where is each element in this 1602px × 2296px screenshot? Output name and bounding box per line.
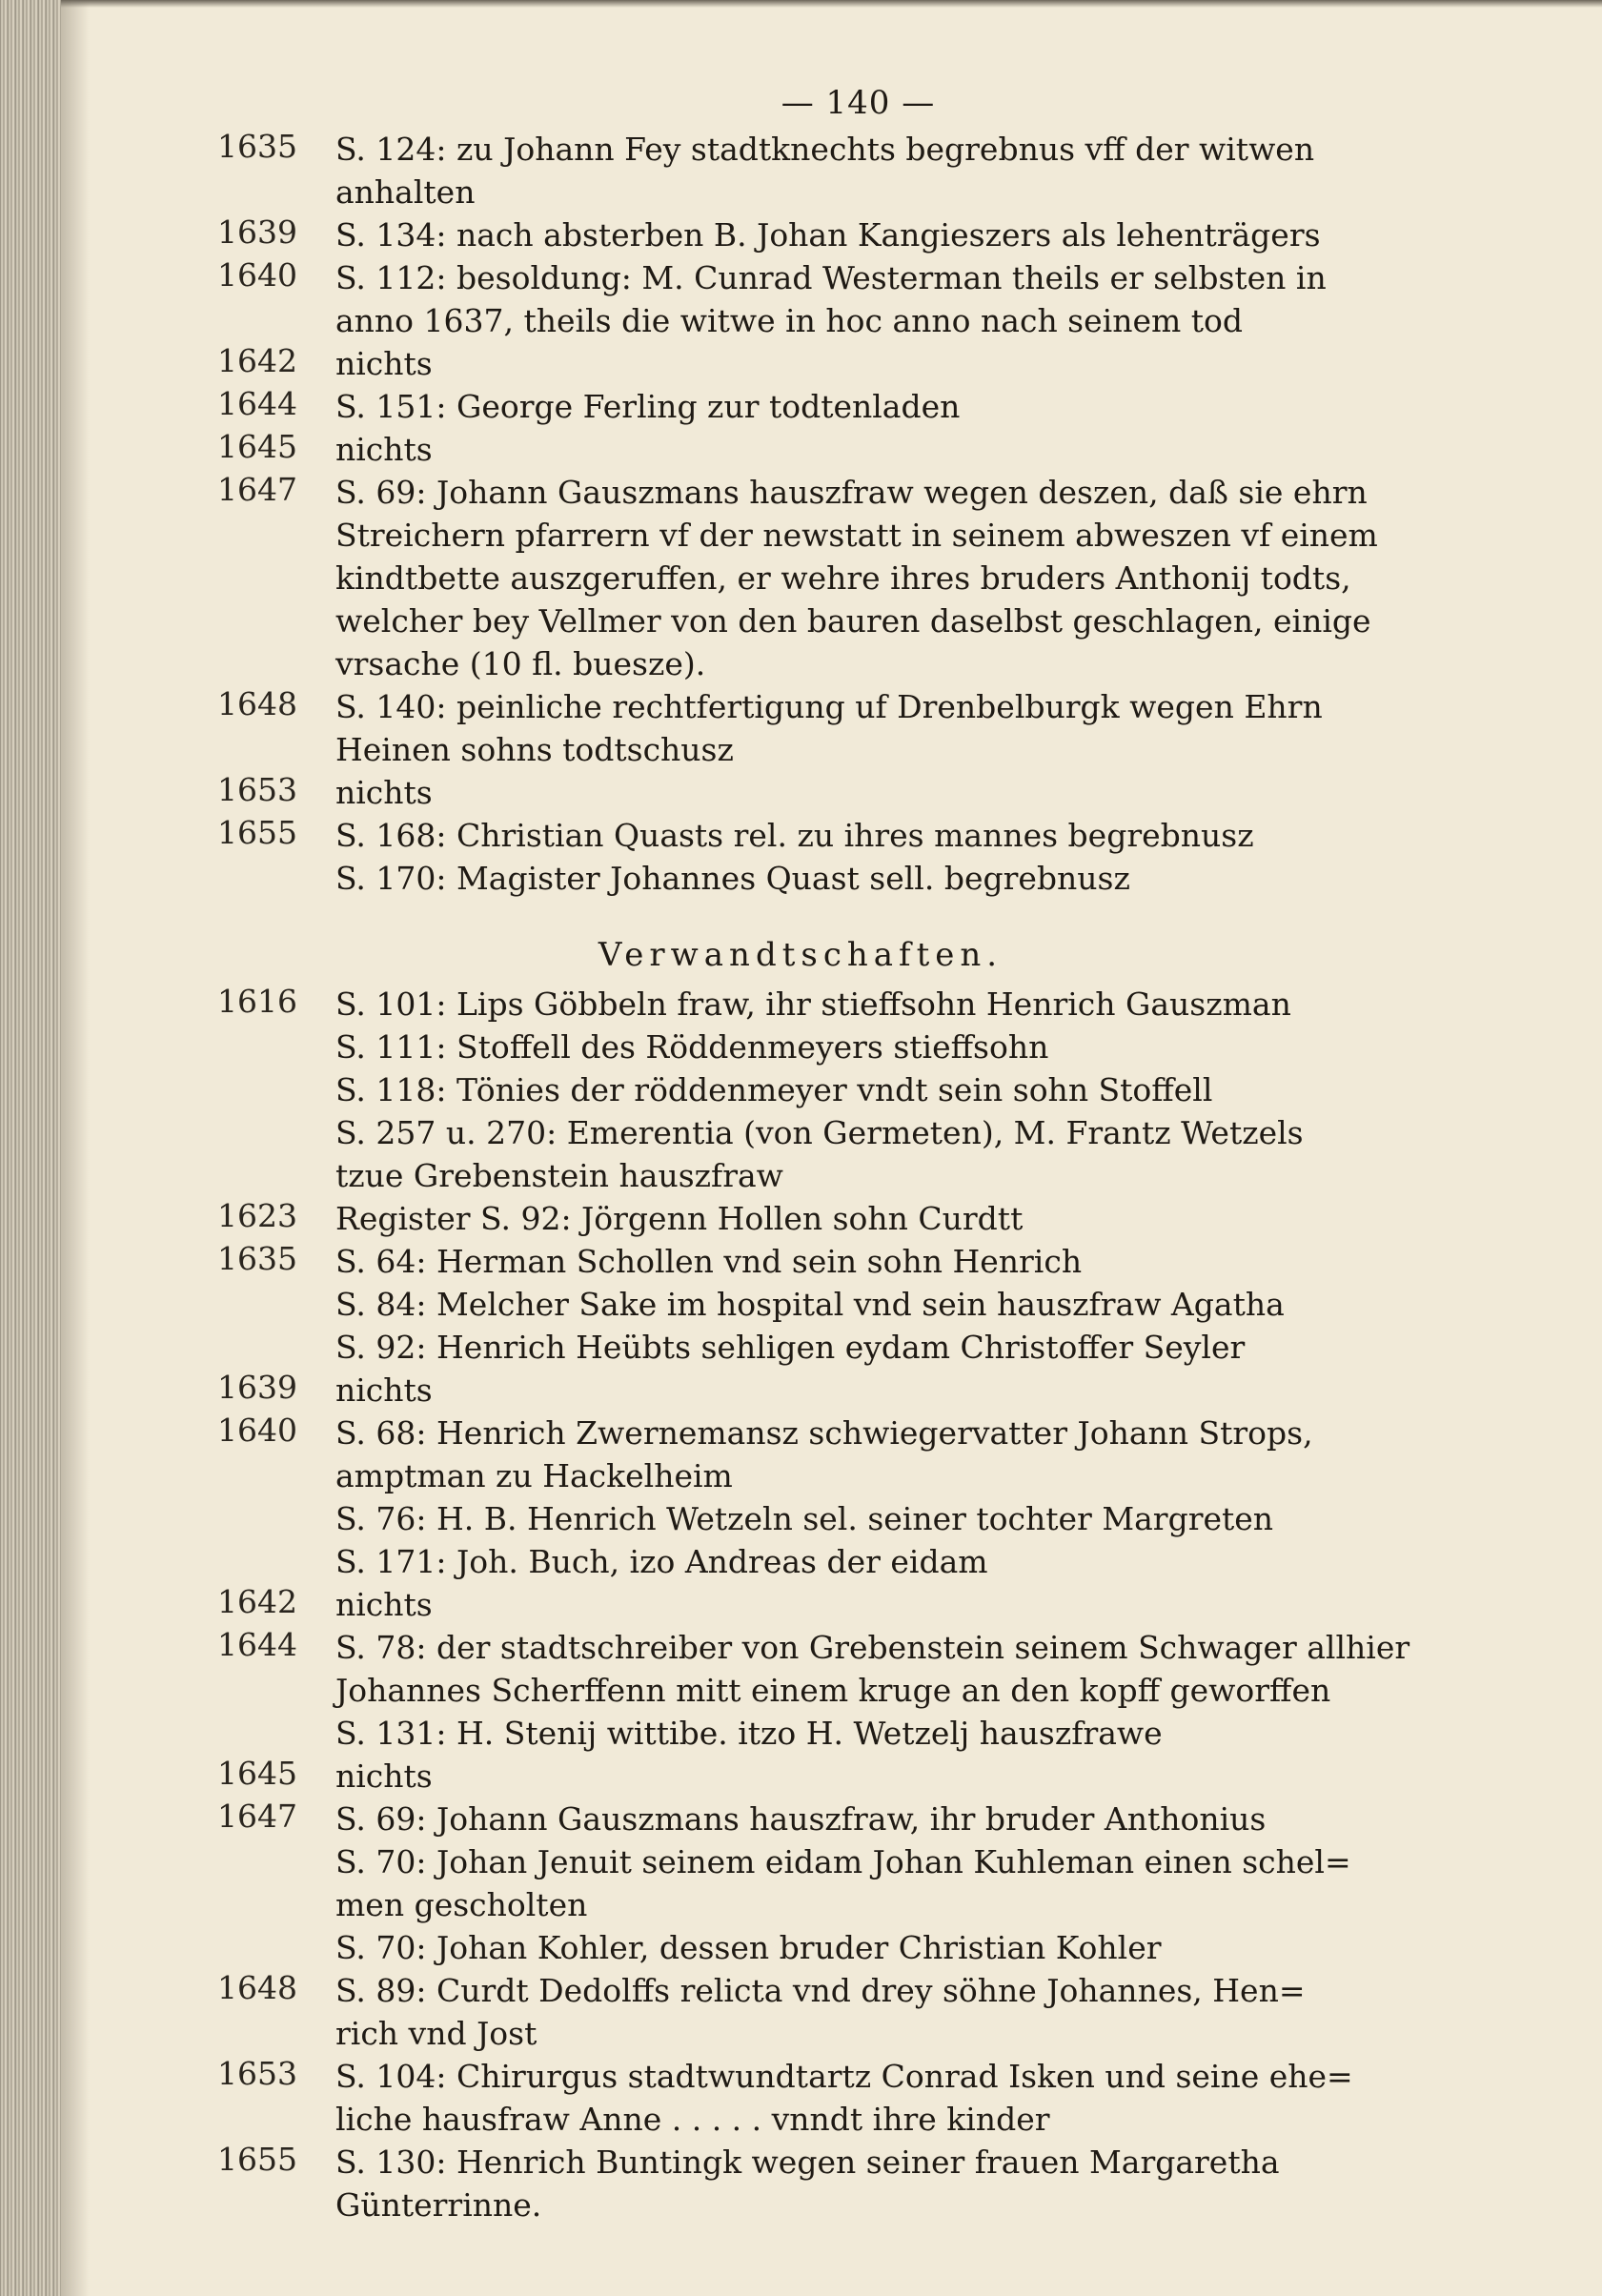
entry-line: S. 111: Stoffell des Röddenmeyers stieffsohn — [335, 1028, 1049, 1066]
entry-year: 1648 — [217, 685, 297, 722]
entry-row — [0, 1412, 1602, 1583]
entry-text — [335, 1798, 1430, 1969]
entry-year: 1647 — [217, 471, 297, 508]
entry-row — [0, 685, 1602, 771]
entry-line: Günterrinne. — [335, 2186, 542, 2224]
entry-line: S. 70: Johan Jenuit seinem eidam Johan Kuhleman einen schel= — [335, 1843, 1351, 1880]
entry-year: 1653 — [217, 2055, 297, 2092]
entry-line: S. 130: Henrich Buntingk wegen seiner frauen Margaretha — [335, 2144, 1280, 2181]
entry-text — [335, 1369, 1430, 1412]
entry-line: S. 78: der stadtschreiber von Grebenstein seinem Schwager allhier — [335, 1629, 1410, 1666]
entry-line: nichts — [335, 431, 433, 468]
entry-text — [335, 771, 1430, 814]
entry-line: amptman zu Hackelheim — [335, 1457, 733, 1494]
entry-line: S. 257 u. 270: Emerentia (von Germeten), M. Frantz Wetzels — [335, 1114, 1304, 1151]
entry-text — [335, 428, 1430, 471]
entry-year: 1645 — [217, 1755, 297, 1792]
entry-row — [0, 983, 1602, 1197]
entry-line: rich vnd Jost — [335, 2015, 537, 2052]
entry-line: S. 140: peinliche rechtfertigung uf Drenbelburgk wegen Ehrn — [335, 688, 1323, 725]
entry-row — [0, 1798, 1602, 1969]
entry-line: S. 70: Johan Kohler, dessen bruder Christian Kohler — [335, 1929, 1162, 1966]
entry-line: S. 124: zu Johann Fey stadtknechts begrebnus vff der witwen — [335, 131, 1315, 168]
entry-line: S. 170: Magister Johannes Quast sell. begrebnusz — [335, 860, 1130, 897]
entry-text — [335, 471, 1430, 685]
entry-text — [335, 685, 1430, 771]
entry-year: 1623 — [217, 1197, 297, 1234]
entry-text — [335, 1412, 1430, 1583]
entry-line: S. 118: Tönies der röddenmeyer vndt sein sohn Stoffell — [335, 1071, 1213, 1108]
entry-year: 1653 — [217, 771, 297, 808]
page-number: — 140 — — [781, 84, 936, 122]
entry-row — [0, 428, 1602, 471]
entry-year: 1647 — [217, 1798, 297, 1835]
entry-line: welcher bey Vellmer von den bauren daselbst geschlagen, einige — [335, 602, 1371, 640]
entry-line: tzue Grebenstein hauszfraw — [335, 1157, 783, 1194]
entry-row — [0, 771, 1602, 814]
entry-row — [0, 1197, 1602, 1240]
entry-line: liche hausfraw Anne . . . . . vnndt ihre kinder — [335, 2101, 1050, 2138]
entry-year: 1642 — [217, 342, 297, 379]
entry-line: S. 151: George Ferling zur todtenladen — [335, 388, 961, 425]
entry-year: 1644 — [217, 385, 297, 422]
entry-row — [0, 342, 1602, 385]
section-heading-verwandtschaften: Verwandtschaften. — [598, 936, 1004, 974]
document-body — [0, 128, 1602, 2226]
entry-text — [335, 2055, 1430, 2141]
entry-text — [335, 128, 1430, 213]
entry-line: S. 64: Herman Schollen vnd sein sohn Henrich — [335, 1243, 1083, 1280]
entry-row — [0, 256, 1602, 342]
entry-line: Register S. 92: Jörgenn Hollen sohn Curdtt — [335, 1200, 1024, 1237]
entry-year: 1645 — [217, 428, 297, 465]
entry-row — [0, 2055, 1602, 2141]
entry-line: S. 84: Melcher Sake im hospital vnd sein hauszfraw Agatha — [335, 1286, 1285, 1323]
entry-year: 1640 — [217, 1412, 297, 1449]
entry-year: 1648 — [217, 1969, 297, 2006]
entry-text — [335, 342, 1430, 385]
entry-line: nichts — [335, 345, 433, 382]
entry-text — [335, 1240, 1430, 1369]
entry-line: Streichern pfarrern vf der newstatt in seinem abweszen vf einem — [335, 517, 1378, 554]
entry-year: 1639 — [217, 1369, 297, 1406]
entry-line: S. 131: H. Stenij wittibe. itzo H. Wetzelj hauszfrawe — [335, 1715, 1163, 1752]
entry-line: S. 68: Henrich Zwernemansz schwiegervatter Johann Strops, — [335, 1414, 1313, 1452]
entry-row — [0, 385, 1602, 428]
entry-row — [0, 471, 1602, 685]
entry-year: 1642 — [217, 1583, 297, 1620]
entry-year: 1644 — [217, 1626, 297, 1663]
entry-line: S. 69: Johann Gauszmans hauszfraw, ihr bruder Anthonius — [335, 1800, 1267, 1838]
entry-line: Heinen sohns todtschusz — [335, 731, 734, 768]
entry-row — [0, 128, 1602, 213]
entry-row — [0, 1755, 1602, 1798]
entry-text — [335, 1197, 1430, 1240]
top-page-edge — [61, 0, 1602, 8]
entry-text — [335, 983, 1430, 1197]
entry-line: vrsache (10 fl. bueszе). — [335, 645, 706, 682]
entry-line: anno 1637, theils die witwe in hoc anno nach seinem tod — [335, 302, 1244, 339]
entry-line: nichts — [335, 1758, 433, 1795]
entry-row — [0, 1969, 1602, 2055]
entry-year: 1655 — [217, 2141, 297, 2178]
entry-text — [335, 2141, 1430, 2226]
entry-row — [0, 1626, 1602, 1755]
entry-line: S. 69: Johann Gauszmans hauszfraw wegen deszen, daß sie ehrn — [335, 474, 1368, 511]
entry-line: S. 104: Chirurgus stadtwundtartz Conrad Isken und seine ehe= — [335, 2058, 1353, 2095]
entry-row — [0, 213, 1602, 256]
entry-line: S. 76: H. B. Henrich Wetzeln sel. seiner tochter Margreten — [335, 1500, 1274, 1537]
burials-section — [0, 128, 1602, 900]
entry-line: S. 92: Henrich Heübts sehligen eydam Christoffer Seyler — [335, 1329, 1246, 1366]
entry-line: kindtbette auszgeruffen, er wehre ihres bruders Anthonij todts, — [335, 559, 1351, 597]
entry-row — [0, 1240, 1602, 1369]
entry-row — [0, 2141, 1602, 2226]
entry-line: S. 134: nach absterben B. Johan Kangieszers als lehenträgers — [335, 216, 1321, 254]
entry-year: 1639 — [217, 213, 297, 251]
entry-line: S. 112: besoldung: M. Cunrad Westerman theils er selbsten in — [335, 259, 1327, 296]
entry-line: nichts — [335, 1586, 433, 1623]
entry-line: anhalten — [335, 173, 476, 211]
entry-year: 1616 — [217, 983, 297, 1020]
entry-text — [335, 1626, 1430, 1755]
entry-text — [335, 213, 1430, 256]
entry-text — [335, 256, 1430, 342]
entry-text — [335, 385, 1430, 428]
entry-year: 1655 — [217, 814, 297, 851]
entry-line: S. 168: Christian Quasts rel. zu ihres mannes begrebnusz — [335, 817, 1254, 854]
entry-line: Johannes Scherffenn mitt einem kruge an den kopff geworffen — [335, 1672, 1331, 1709]
entry-year: 1635 — [217, 128, 297, 165]
entry-text — [335, 814, 1430, 900]
entry-line: S. 101: Lips Göbbeln fraw, ihr stieffsohn Henrich Gauszman — [335, 985, 1291, 1023]
entry-row — [0, 1583, 1602, 1626]
entry-text — [335, 1969, 1430, 2055]
entry-line: S. 89: Curdt Dedolffs relicta vnd drey söhne Johannes, Hen= — [335, 1972, 1306, 2009]
kinship-section — [0, 983, 1602, 2226]
entry-year: 1635 — [217, 1240, 297, 1277]
entry-year: 1640 — [217, 256, 297, 294]
entry-row — [0, 814, 1602, 900]
entry-text — [335, 1755, 1430, 1798]
entry-line: men gescholten — [335, 1886, 588, 1923]
entry-line: nichts — [335, 774, 433, 811]
entry-line: S. 171: Joh. Buch, izo Andreas der eidam — [335, 1543, 988, 1580]
entry-row — [0, 1369, 1602, 1412]
entry-text — [335, 1583, 1430, 1626]
entry-line: nichts — [335, 1372, 433, 1409]
